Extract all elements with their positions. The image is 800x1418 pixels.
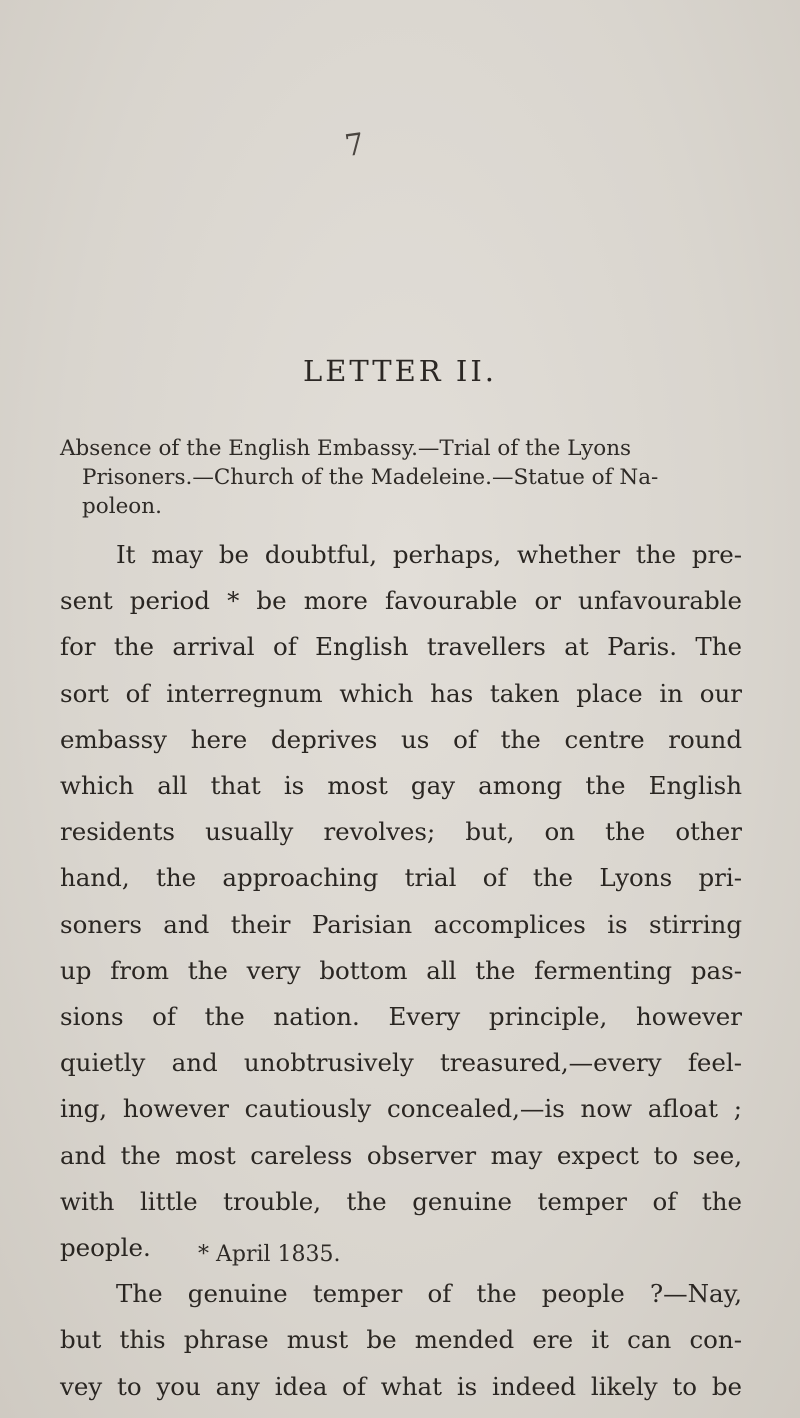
body-line: hand, the approaching trial of the Lyons pri- (60, 863, 742, 893)
body-line: up from the very bottom all the fermenting pas- (60, 955, 742, 985)
body-line: embassy here deprives us of the centre round (60, 724, 742, 754)
body-line: but this phrase must be mended ere it can con- (60, 1325, 742, 1355)
summary-line: Absence of the English Embassy.—Trial of the Lyons (60, 436, 632, 461)
body-line: residents usually revolves; but, on the other (60, 817, 742, 847)
body-line: It may be doubtful, perhaps, whether the pre- (116, 540, 742, 569)
body-line: sent period * be more favourable or unfavourable (60, 586, 742, 616)
summary-line: poleon. (82, 494, 162, 519)
body-line: vey to you any idea of what is indeed likely to be (60, 1371, 742, 1401)
footnote: * April 1835. (198, 1242, 341, 1267)
chapter-summary (60, 434, 740, 521)
page-number: 7 (342, 126, 367, 165)
body-line: soners and their Parisian accomplices is stirring (60, 909, 742, 939)
body-line: sort of interregnum which has taken place in our (60, 678, 742, 708)
body-line: ing, however cautiously concealed,—is now afloat ; (60, 1094, 742, 1124)
body-line: for the arrival of English travellers at Paris. The (60, 632, 742, 662)
body-line: with little trouble, the genuine temper of the (60, 1186, 742, 1216)
body-line: sions of the nation. Every principle, however (60, 1002, 742, 1032)
body-line: and the most careless observer may expect to see, (60, 1140, 742, 1170)
letter-heading: LETTER II. (302, 354, 497, 388)
summary-line: Prisoners.—Church of the Madeleine.—Statue of Na- (82, 465, 659, 490)
letter-body (60, 532, 742, 1410)
body-line: people. (60, 1233, 151, 1263)
body-line: The genuine temper of the people ?—Nay, (116, 1279, 742, 1309)
body-line: quietly and unobtrusively treasured,—every feel- (60, 1048, 742, 1078)
body-line: which all that is most gay among the English (60, 771, 742, 801)
